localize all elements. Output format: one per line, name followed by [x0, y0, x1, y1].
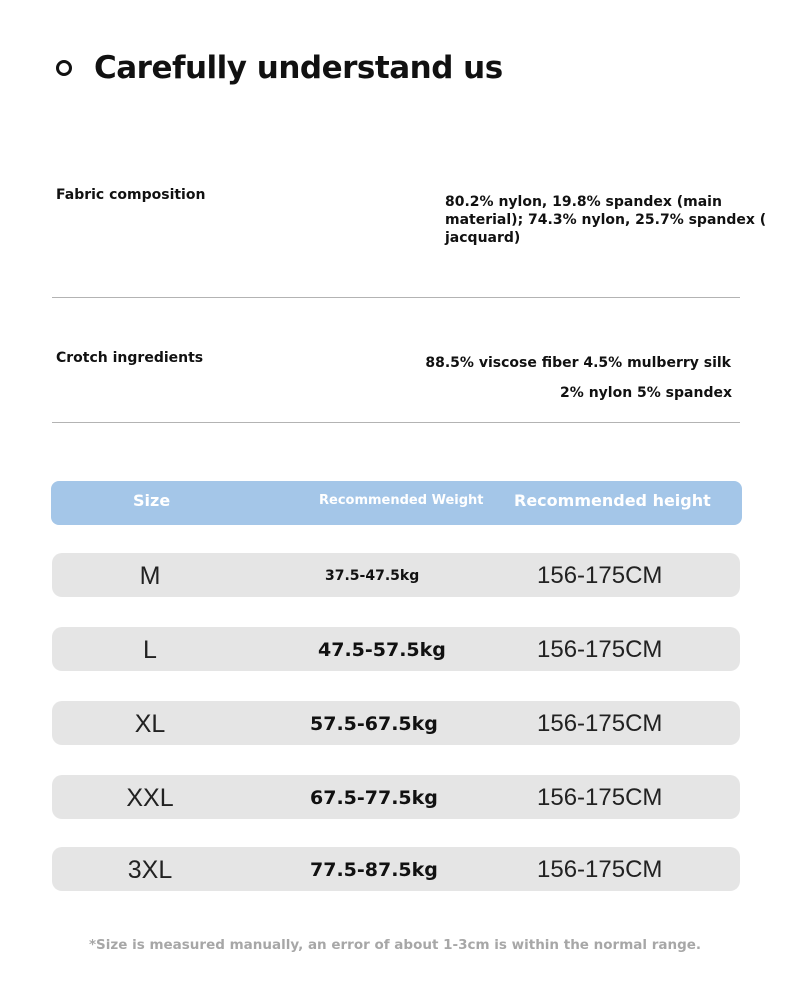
measurement-footnote: *Size is measured manually, an error of about 1-3cm is within the normal range.	[88, 937, 702, 953]
size-value: 3XL	[127, 856, 173, 884]
size-row-3xl	[52, 847, 740, 891]
weight-cell: 57.5-67.5kg	[310, 713, 438, 735]
column-header-size: Size	[133, 491, 171, 510]
page-title: Carefully understand us	[94, 50, 503, 86]
size-table-header	[51, 481, 742, 525]
circle-outline-icon	[56, 60, 72, 76]
size-value: XL	[134, 710, 166, 738]
crotch-ingredients-value	[425, 354, 732, 402]
column-header-weight: Recommended Weight	[319, 493, 484, 508]
size-value: XXL	[126, 784, 174, 812]
height-cell: 156-175CM	[537, 562, 663, 589]
weight-cell: 67.5-77.5kg	[310, 787, 438, 809]
fabric-composition-label: Fabric composition	[56, 187, 206, 203]
weight-cell: 77.5-87.5kg	[310, 859, 438, 881]
fabric-composition-value	[445, 193, 766, 247]
crotch-ingredients-label: Crotch ingredients	[56, 350, 204, 366]
weight-cell: 47.5-57.5kg	[318, 639, 446, 661]
divider	[52, 297, 740, 298]
size-row-l	[52, 627, 740, 671]
height-cell: 156-175CM	[537, 636, 663, 663]
crotch-value-line: 88.5% viscose fiber 4.5% mulberry silk	[425, 355, 731, 371]
height-cell: 156-175CM	[537, 784, 663, 811]
size-row-xl	[52, 701, 740, 745]
fabric-value-line: 80.2% nylon, 19.8% spandex (main	[445, 194, 722, 210]
divider	[52, 422, 740, 423]
section-heading	[56, 40, 503, 96]
height-cell: 156-175CM	[537, 710, 663, 737]
size-value: M	[139, 562, 161, 590]
weight-cell: 37.5-47.5kg	[325, 568, 420, 584]
size-row-xxl	[52, 775, 740, 819]
size-value: L	[143, 636, 157, 664]
fabric-value-line: material); 74.3% nylon, 25.7% spandex (	[445, 212, 767, 228]
fabric-value-line: jacquard)	[445, 230, 521, 246]
height-cell: 156-175CM	[537, 856, 663, 883]
column-header-height: Recommended height	[514, 491, 711, 510]
size-row-m	[52, 553, 740, 597]
crotch-value-line: 2% nylon 5% spandex	[560, 385, 732, 401]
